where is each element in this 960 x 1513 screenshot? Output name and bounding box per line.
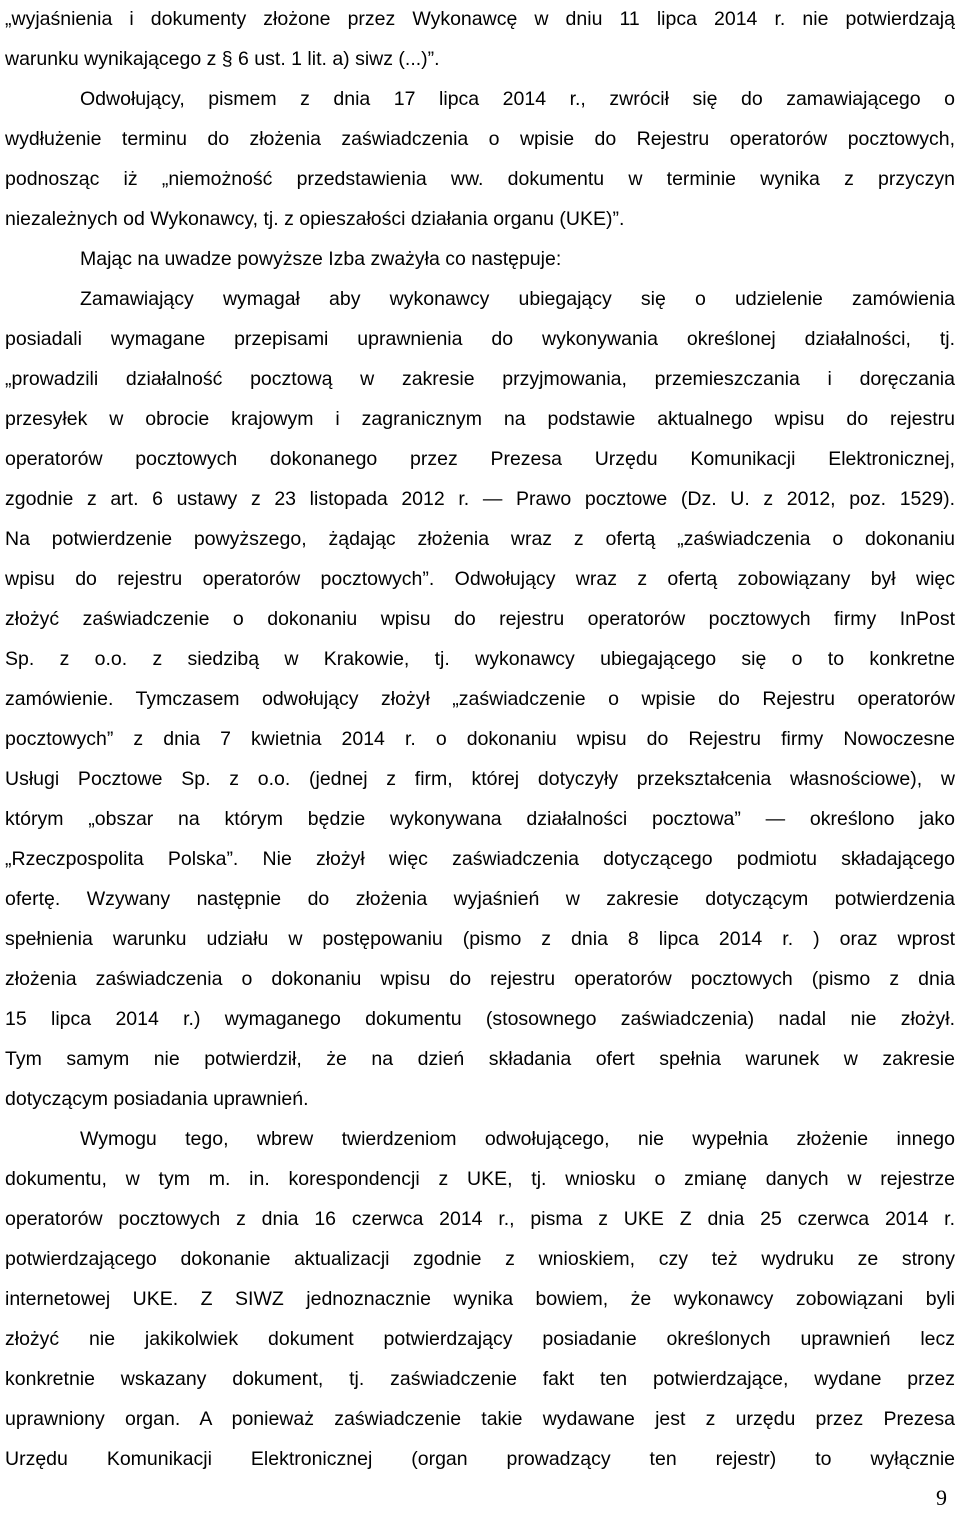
text-line: złożyć zaświadczenie o dokonaniu wpisu do rejestru operatorów pocztowych firmy InPost bbox=[5, 608, 955, 630]
text-line: podnosząc iż „niemożność przedstawienia ww. dokumentu w terminie wynika z przyczyn bbox=[5, 168, 955, 190]
text-line: którym „obszar na którym będzie wykonywana działalności pocztowa” — określono jako bbox=[5, 808, 955, 830]
text-line: Zamawiający wymagał aby wykonawcy ubiegający się o udzielenie zamówienia bbox=[80, 288, 955, 310]
text-line: przesyłek w obrocie krajowym i zagranicznym na podstawie aktualnego wpisu do rejestru bbox=[5, 408, 955, 430]
text-line: wydłużenie terminu do złożenia zaświadczenia o wpisie do Rejestru operatorów pocztowych, bbox=[5, 128, 955, 150]
text-line: zgodnie z art. 6 ustawy z 23 listopada 2012 r. — Prawo pocztowe (Dz. U. z 2012, poz. 1529). bbox=[5, 488, 955, 510]
text-line: Usługi Pocztowe Sp. z o.o. (jednej z firm, której dotyczyły przekształcenia własnościowe), w bbox=[5, 768, 955, 790]
text-line: Sp. z o.o. z siedzibą w Krakowie, tj. wykonawcy ubiegającego się o to konkretne bbox=[5, 648, 955, 670]
text-line: uprawniony organ. A ponieważ zaświadczenie takie wydawane jest z urzędu przez Prezesa bbox=[5, 1408, 955, 1430]
text-line: niezależnych od Wykonawcy, tj. z opieszałości działania organu (UKE)”. bbox=[5, 208, 625, 230]
text-line: potwierdzającego dokonanie aktualizacji zgodnie z wnioskiem, czy też wydruku ze strony bbox=[5, 1248, 955, 1270]
text-line: Na potwierdzenie powyższego, żądając złożenia wraz z ofertą „zaświadczenia o dokonaniu bbox=[5, 528, 955, 550]
text-line: „wyjaśnienia i dokumenty złożone przez Wykonawcę w dniu 11 lipca 2014 r. nie potwierdzają bbox=[5, 8, 955, 30]
text-line: spełnienia warunku udziału w postępowaniu (pismo z dnia 8 lipca 2014 r. ) oraz wprost bbox=[5, 928, 955, 950]
text-line: zamówienie. Tymczasem odwołujący złożył „zaświadczenie o wpisie do Rejestru operatorów bbox=[5, 688, 955, 710]
text-line: operatorów pocztowych dokonanego przez Prezesa Urzędu Komunikacji Elektronicznej, bbox=[5, 448, 955, 470]
text-line: konkretnie wskazany dokument, tj. zaświadczenie fakt ten potwierdzające, wydane przez bbox=[5, 1368, 955, 1390]
page-number: 9 bbox=[936, 1485, 947, 1510]
text-line: dotyczącym posiadania uprawnień. bbox=[5, 1088, 309, 1110]
text-line: ofertę. Wzywany następnie do złożenia wyjaśnień w zakresie dotyczącym potwierdzenia bbox=[5, 888, 955, 910]
text-line: dokumentu, w tym m. in. korespondencji z UKE, tj. wniosku o zmianę danych w rejestrze bbox=[5, 1168, 955, 1190]
text-line: Odwołujący, pismem z dnia 17 lipca 2014 r., zwrócił się do zamawiającego o bbox=[80, 88, 955, 110]
text-line: złożyć nie jakikolwiek dokument potwierdzający posiadanie określonych uprawnień lecz bbox=[5, 1328, 955, 1350]
text-line: Mając na uwadze powyższe Izba zważyła co następuje: bbox=[80, 248, 562, 270]
text-line: wpisu do rejestru operatorów pocztowych”. Odwołujący wraz z ofertą zobowiązany był więc bbox=[5, 568, 955, 590]
text-line: Urzędu Komunikacji Elektronicznej (organ prowadzący ten rejestr) to wyłącznie bbox=[5, 1448, 955, 1470]
text-line: „Rzeczpospolita Polska”. Nie złożył więc zaświadczenia dotyczącego podmiotu składającego bbox=[5, 848, 955, 870]
text-line: Tym samym nie potwierdził, że na dzień składania ofert spełnia warunek w zakresie bbox=[5, 1048, 955, 1070]
text-line: internetowej UKE. Z SIWZ jednoznacznie wynika bowiem, że wykonawcy zobowiązani byli bbox=[5, 1288, 955, 1310]
text-line: Wymogu tego, wbrew twierdzeniom odwołującego, nie wypełnia złożenie innego bbox=[80, 1128, 955, 1150]
text-line: „prowadzili działalność pocztową w zakresie przyjmowania, przemieszczania i doręczania bbox=[5, 368, 955, 390]
text-line: pocztowych” z dnia 7 kwietnia 2014 r. o dokonaniu wpisu do Rejestru firmy Nowoczesne bbox=[5, 728, 955, 750]
text-line: warunku wynikającego z § 6 ust. 1 lit. a) siwz (...)”. bbox=[5, 48, 440, 70]
text-line: 15 lipca 2014 r.) wymaganego dokumentu (stosownego zaświadczenia) nadal nie złożył. bbox=[5, 1008, 955, 1030]
text-line: złożenia zaświadczenia o dokonaniu wpisu do rejestru operatorów pocztowych (pismo z dnia bbox=[5, 968, 955, 990]
text-line: posiadali wymagane przepisami uprawnienia do wykonywania określonej działalności, tj. bbox=[5, 328, 955, 350]
text-line: operatorów pocztowych z dnia 16 czerwca 2014 r., pisma z UKE Z dnia 25 czerwca 2014 r. bbox=[5, 1208, 955, 1230]
